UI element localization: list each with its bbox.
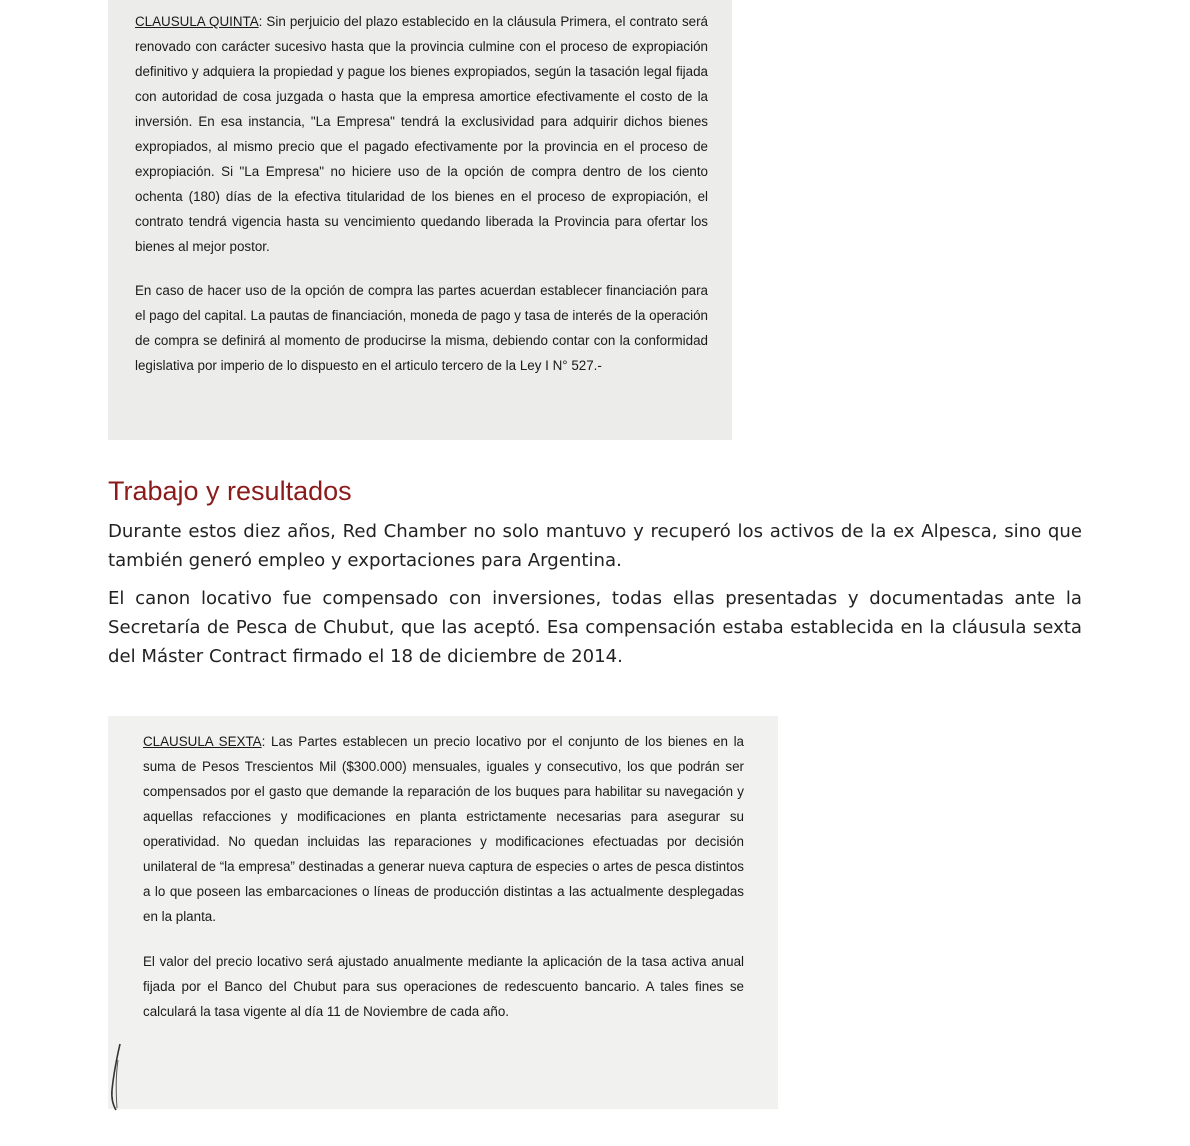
clause-quinta-heading: CLAUSULA QUINTA <box>135 14 259 29</box>
clause-sexta-text: : Las Partes establecen un precio locativo por el conjunto de los bienes en la suma de Pesos Trescientos Mil ($300.000) mensuales, iguales y consecutivo, los que podrán ser compensados por el gasto que demande la reparación de los buques para habilitar su navegación y aquellas refacciones y modificaciones en planta estrictamente necesarias para asegurar su operatividad. No quedan incluidas las reparaciones y modificaciones efectuadas por decisión unilateral de “la empresa” destinadas a generar nueva captura de especies o artes de pesca distintos a lo que poseen las embarcaciones o líneas de producción distintas a las actualmente desplegadas en la planta. <box>143 734 745 924</box>
clause-sexta-paragraph-1 <box>143 729 744 929</box>
clause-quinta-text: : Sin perjuicio del plazo establecido en la cláusula Primera, el contrato será renovado con carácter sucesivo hasta que la provincia culmine con el proceso de expropiación definitivo y adquiera la propiedad y pague los bienes expropiados, según la tasación legal fijada con autoridad de cosa juzgada o hasta que la empresa amortice efectivamente el costo de la inversión. En esa instancia, "La Empresa" tendrá la exclusividad para adquirir dichos bienes expropiados, al mismo precio que el pagado efectivamente por la provincia en el proceso de expropiación. Si "La Empresa" no hiciere uso de la opción de compra dentro de los ciento ochenta (180) días de la efectiva titularidad de los bienes en el proceso de expropiación, el contrato tendrá vigencia hasta su vencimiento quedando liberada la Provincia para ofertar los bienes al mejor postor. <box>135 14 709 254</box>
section-title: Trabajo y resultados <box>108 476 352 506</box>
clause-sexta-paragraph-2: El valor del precio locativo será ajustado anualmente mediante la aplicación de la tasa activa anual fijada por el Banco del Chubut para sus operaciones de redescuento bancario. A tales fines se calculará la tasa vigente al día 11 de Noviembre de cada año. <box>143 954 744 1019</box>
pen-mark-stroke <box>108 1040 126 1112</box>
scanned-document-clausula-quinta <box>108 0 732 440</box>
official-seal-stamp <box>390 0 508 12</box>
clause-sexta-heading: CLAUSULA SEXTA <box>143 734 262 749</box>
body-paragraph-2: El canon locativo fue compensado con inversiones, todas ellas presentadas y documentadas ante la Secretaría de Pesca de Chubut, que las aceptó. Esa compensación estaba establecida en la cláusula sexta del Máster Contract firmado el 18 de diciembre de 2014. <box>108 588 1082 667</box>
clause-quinta-paragraph-2: En caso de hacer uso de la opción de compra las partes acuerdan establecer financiación para el pago del capital. La pautas de financiación, moneda de pago y tasa de interés de la operación de compra se definirá al momento de producirse la misma, debiendo contar con la conformidad legislativa por imperio de lo dispuesto en el articulo tercero de la Ley I N° 527.- <box>135 283 708 373</box>
clause-quinta-paragraph-1 <box>135 9 708 259</box>
body-paragraph-1: Durante estos diez años, Red Chamber no solo mantuvo y recuperó los activos de la ex Alpesca, sino que también generó empleo y exportaciones para Argentina. <box>108 521 1082 571</box>
scanned-document-clausula-sexta <box>108 716 778 1109</box>
